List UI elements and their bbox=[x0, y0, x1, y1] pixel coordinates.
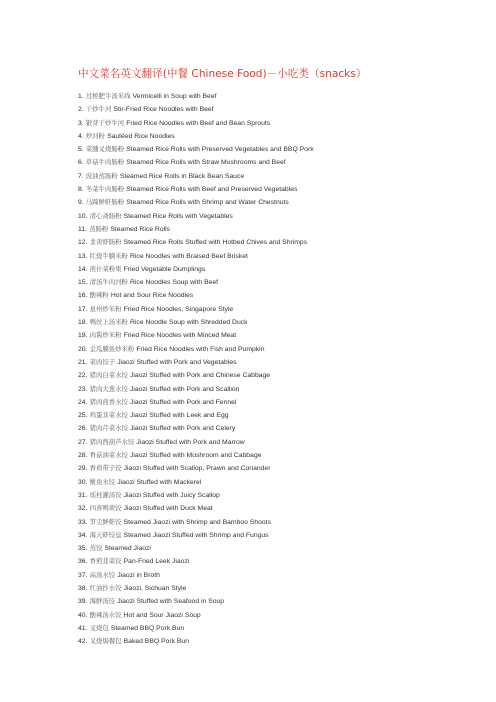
item-english-name: Jiaozi Stuffed with Juicy Scallop bbox=[123, 491, 220, 499]
list-item bbox=[78, 396, 314, 409]
list-item bbox=[78, 449, 314, 462]
item-chinese-name: 红油抄水饺 bbox=[89, 583, 122, 592]
list-item bbox=[78, 582, 314, 595]
item-english-name: Rice Noodles with Braised Beef Brisket bbox=[130, 252, 248, 260]
item-english-name: Steamed Jiaozi with Shrimp and Bamboo Shoots bbox=[123, 518, 271, 526]
item-chinese-name: 猪肉白菜水饺 bbox=[89, 371, 128, 380]
item-chinese-name: 叉烧包 bbox=[89, 623, 109, 632]
item-english-name: Rice Noodles Soup with Beef bbox=[130, 279, 219, 287]
list-item bbox=[78, 170, 314, 183]
item-english-name: Jiaozi Stuffed with Pork and Chinese Cabbage bbox=[130, 372, 271, 380]
item-chinese-name: 高汤水饺 bbox=[89, 570, 116, 579]
item-english-name: Steamed Jiaozi Stuffed with Shrimp and Fungus bbox=[123, 531, 269, 539]
item-number: 14. bbox=[78, 265, 88, 273]
list-item bbox=[78, 329, 314, 342]
item-english-name: Jiaozi Stuffed with Leek and Egg bbox=[130, 412, 229, 420]
item-chinese-name: 菜肉饺子 bbox=[89, 357, 116, 366]
item-number: 24. bbox=[78, 398, 88, 406]
item-chinese-name: 猪肉芹菜水饺 bbox=[89, 424, 128, 433]
item-number: 35. bbox=[78, 545, 88, 553]
item-english-name: Fried Rice Noodles with Fish and Pumpkin bbox=[136, 345, 265, 353]
item-number: 36. bbox=[78, 558, 88, 566]
item-number: 34. bbox=[78, 531, 88, 539]
list-item bbox=[78, 143, 314, 156]
item-english-name: Jiaozi Stuffed with Mackerel bbox=[117, 478, 202, 486]
item-english-name: Fried Vegetable Dumplings bbox=[123, 265, 206, 273]
item-number: 17. bbox=[78, 305, 88, 313]
item-chinese-name: 蒸饺 bbox=[89, 544, 103, 553]
item-english-name: Jiaozi Stuffed with Pork and Celery bbox=[130, 425, 236, 433]
list-item bbox=[78, 250, 314, 263]
item-chinese-name: 鸡蛋韭菜水饺 bbox=[89, 411, 128, 420]
item-number: 22. bbox=[78, 372, 88, 380]
item-english-name: Steamed Rice Rolls bbox=[110, 225, 171, 233]
item-chinese-name: 酸辣粉 bbox=[89, 291, 109, 300]
item-chinese-name: 猪肉茴香水饺 bbox=[89, 397, 128, 406]
item-english-name: Jiaozi Stuffed with Seafood in Soup bbox=[117, 598, 225, 606]
item-number: 11. bbox=[78, 225, 87, 233]
item-number: 1. bbox=[78, 93, 84, 100]
item-number: 6. bbox=[78, 159, 84, 167]
item-english-name: Steamed Jiaozi bbox=[104, 545, 151, 553]
list-item bbox=[78, 183, 314, 196]
item-chinese-name: 蒸肠粉 bbox=[89, 224, 109, 233]
list-item bbox=[78, 369, 314, 382]
list-item bbox=[78, 276, 314, 289]
item-english-name: Steamed BBQ Pork Bun bbox=[110, 624, 185, 632]
item-number: 19. bbox=[78, 332, 88, 340]
item-number: 29. bbox=[78, 465, 88, 473]
item-english-name: Stir-Fried Rice Noodles with Beef bbox=[113, 106, 214, 114]
item-number: 20. bbox=[78, 345, 88, 353]
item-chinese-name: 清汤牛肉河粉 bbox=[89, 278, 128, 287]
item-chinese-name: 马蹄鲜虾肠粉 bbox=[85, 198, 125, 207]
item-number: 40. bbox=[78, 611, 88, 619]
item-chinese-name: 鲅鱼水饺 bbox=[89, 477, 116, 486]
item-chinese-name: 干炒牛河 bbox=[85, 105, 112, 114]
item-chinese-name: 过桥肥牛汤米线 bbox=[85, 92, 131, 100]
item-english-name: Jiaozi Stuffed with Pork and Marrow bbox=[136, 438, 245, 446]
list-item bbox=[78, 609, 314, 622]
list-item bbox=[78, 117, 314, 130]
item-english-name: Jiaozi Stuffed with Pork and Fennel bbox=[130, 398, 237, 406]
item-english-name: Hot and Sour Rice Noodles bbox=[110, 292, 194, 300]
item-english-name: Hot and Sour Jiaozi Soup bbox=[123, 611, 201, 619]
item-chinese-name: 清心斋肠粉 bbox=[89, 211, 122, 220]
item-number: 26. bbox=[78, 425, 88, 433]
item-english-name: Pan-Fried Leek Jiaozi bbox=[123, 558, 190, 566]
item-chinese-name: 香煎韭菜饺 bbox=[89, 557, 122, 566]
item-number: 12. bbox=[78, 239, 88, 247]
item-chinese-name: 海天虾饺皇 bbox=[89, 530, 122, 539]
item-english-name: Jiaozi Stuffed with Duck Meat bbox=[123, 505, 213, 513]
item-number: 18. bbox=[78, 319, 88, 327]
item-english-name: Steamed Rice Rolls Stuffed with Hotbed Chives and Shrimps bbox=[123, 239, 308, 247]
item-number: 15. bbox=[78, 279, 88, 287]
list-item bbox=[78, 595, 314, 608]
list-item bbox=[78, 555, 314, 568]
item-chinese-name: 豉油蒸肠粉 bbox=[85, 171, 118, 180]
item-chinese-name: 酸辣汤水饺 bbox=[89, 610, 122, 619]
item-chinese-name: 煎什菜粉果 bbox=[89, 264, 122, 273]
list-item bbox=[78, 90, 314, 103]
list-item bbox=[78, 502, 314, 515]
list-item bbox=[78, 383, 314, 396]
item-number: 2. bbox=[78, 106, 84, 114]
item-english-name: Jiaozi Stuffed with Mushroom and Cabbage bbox=[130, 452, 262, 460]
item-number: 32. bbox=[78, 505, 88, 513]
item-number: 28. bbox=[78, 452, 88, 460]
item-number: 4. bbox=[78, 132, 84, 140]
list-item bbox=[78, 356, 314, 369]
item-number: 8. bbox=[78, 186, 84, 194]
list-item bbox=[78, 529, 314, 542]
item-number: 39. bbox=[78, 598, 88, 606]
item-number: 41. bbox=[78, 624, 88, 632]
item-chinese-name: 草菇牛肉肠粉 bbox=[85, 158, 125, 167]
item-number: 23. bbox=[78, 385, 88, 393]
item-english-name: Fried Rice Noodles with Minced Meat bbox=[123, 332, 237, 340]
menu-list bbox=[78, 90, 314, 648]
item-number: 13. bbox=[78, 252, 88, 260]
item-chinese-name: 韭黄虾肠粉 bbox=[89, 238, 122, 247]
item-english-name: Jiaozi in Broth bbox=[117, 571, 160, 579]
item-chinese-name: 四喜鸭荷饺 bbox=[89, 504, 122, 513]
item-number: 5. bbox=[78, 146, 84, 154]
item-english-name: Steamed Rice Rolls with Straw Mushrooms and Beef bbox=[126, 159, 286, 167]
list-item bbox=[78, 476, 314, 489]
list-item bbox=[78, 196, 314, 209]
item-english-name: Steamed Rice Rolls with Beef and Preserved Vegetables bbox=[126, 186, 298, 194]
list-item bbox=[78, 489, 314, 502]
list-item bbox=[78, 289, 314, 302]
item-chinese-name: 银芽干炒牛河 bbox=[85, 118, 125, 127]
item-english-name: Jiaozi, Sichuan Style bbox=[123, 584, 187, 592]
list-item bbox=[78, 236, 314, 249]
item-number: 33. bbox=[78, 518, 88, 526]
list-item bbox=[78, 462, 314, 475]
list-item bbox=[78, 130, 314, 143]
list-item bbox=[78, 569, 314, 582]
item-chinese-name: 香荷带子饺 bbox=[89, 464, 122, 473]
list-item bbox=[78, 316, 314, 329]
item-number: 27. bbox=[78, 438, 88, 446]
list-item bbox=[78, 263, 314, 276]
item-number: 30. bbox=[78, 478, 88, 486]
list-item bbox=[78, 436, 314, 449]
item-number: 37. bbox=[78, 571, 88, 579]
item-chinese-name: 红烧牛腩米粉 bbox=[89, 251, 128, 260]
item-english-name: Steamed Rice Rolls with Shrimp and Water Chestnuts bbox=[126, 199, 289, 207]
list-item bbox=[78, 156, 314, 169]
item-chinese-name: 星州炒米粉 bbox=[89, 304, 122, 313]
item-number: 38. bbox=[78, 584, 88, 592]
item-chinese-name: 金瓜腩鱼炒米粉 bbox=[89, 344, 135, 353]
item-chinese-name: 叉烧焗餐包 bbox=[89, 637, 122, 646]
list-item bbox=[78, 516, 314, 529]
item-chinese-name: 冬菜牛肉肠粉 bbox=[85, 185, 125, 194]
item-english-name: Fried Rice Noodles, Singapore Style bbox=[123, 305, 234, 313]
item-chinese-name: 海鲜汤饺 bbox=[89, 597, 116, 606]
item-chinese-name: 菜脯叉烧肠粉 bbox=[85, 145, 125, 154]
item-chinese-name: 猪肉大葱水饺 bbox=[89, 384, 128, 393]
list-item bbox=[78, 303, 314, 316]
list-item bbox=[78, 210, 314, 223]
item-number: 16. bbox=[78, 292, 88, 300]
item-chinese-name: 炒河粉 bbox=[85, 131, 105, 140]
item-english-name: Steamed Rice Rolls in Black Bean Sauce bbox=[119, 172, 245, 180]
item-english-name: Steamed Rice Rolls with Preserved Vegetables and BBQ Pork bbox=[126, 146, 314, 154]
item-chinese-name: 瑶柱灌汤饺 bbox=[89, 490, 122, 499]
list-item bbox=[78, 223, 314, 236]
item-english-name: Jiaozi Stuffed with Scallop, Prawn and Coriander bbox=[123, 465, 271, 473]
item-english-name: Jiaozi Stuffed with Pork and Vegetables bbox=[117, 358, 237, 366]
list-item bbox=[78, 622, 314, 635]
item-number: 9. bbox=[78, 199, 84, 207]
item-number: 31. bbox=[78, 491, 88, 499]
item-chinese-name: 鸭丝上汤米粉 bbox=[89, 318, 128, 327]
item-english-name: Vermicelli in Soup with Beef bbox=[132, 93, 217, 100]
list-item bbox=[78, 409, 314, 422]
item-number: 10. bbox=[78, 212, 88, 220]
item-english-name: Sautéed Rice Noodles bbox=[107, 132, 175, 140]
item-english-name: Steamed Rice Rolls with Vegetables bbox=[123, 212, 233, 220]
item-chinese-name: 肉酱炒米粉 bbox=[89, 331, 122, 340]
item-english-name: Rice Noodle Soup with Shredded Duck bbox=[130, 319, 248, 327]
list-item bbox=[78, 635, 314, 648]
list-item bbox=[78, 542, 314, 555]
list-item bbox=[78, 343, 314, 356]
list-item bbox=[78, 103, 314, 116]
item-english-name: Baked BBQ Pork Bun bbox=[123, 638, 189, 646]
item-number: 3. bbox=[78, 119, 84, 127]
item-number: 21. bbox=[78, 358, 88, 366]
item-english-name: Jiaozi Stuffed with Pork and Scallion bbox=[130, 385, 240, 393]
item-chinese-name: 香菇油菜水饺 bbox=[89, 451, 128, 460]
document-title: 中文菜名英文翻译(中餐 Chinese Food)－小吃类（snacks） bbox=[78, 68, 367, 80]
list-item bbox=[78, 422, 314, 435]
item-english-name: Fried Rice Noodles with Beef and Bean Sprouts bbox=[126, 119, 271, 127]
item-number: 25. bbox=[78, 412, 88, 420]
item-chinese-name: 猪肉西葫芦水饺 bbox=[89, 437, 135, 446]
item-number: 7. bbox=[78, 172, 84, 180]
item-chinese-name: 笋尖鲜虾饺 bbox=[89, 517, 122, 526]
item-number: 42. bbox=[78, 638, 88, 646]
